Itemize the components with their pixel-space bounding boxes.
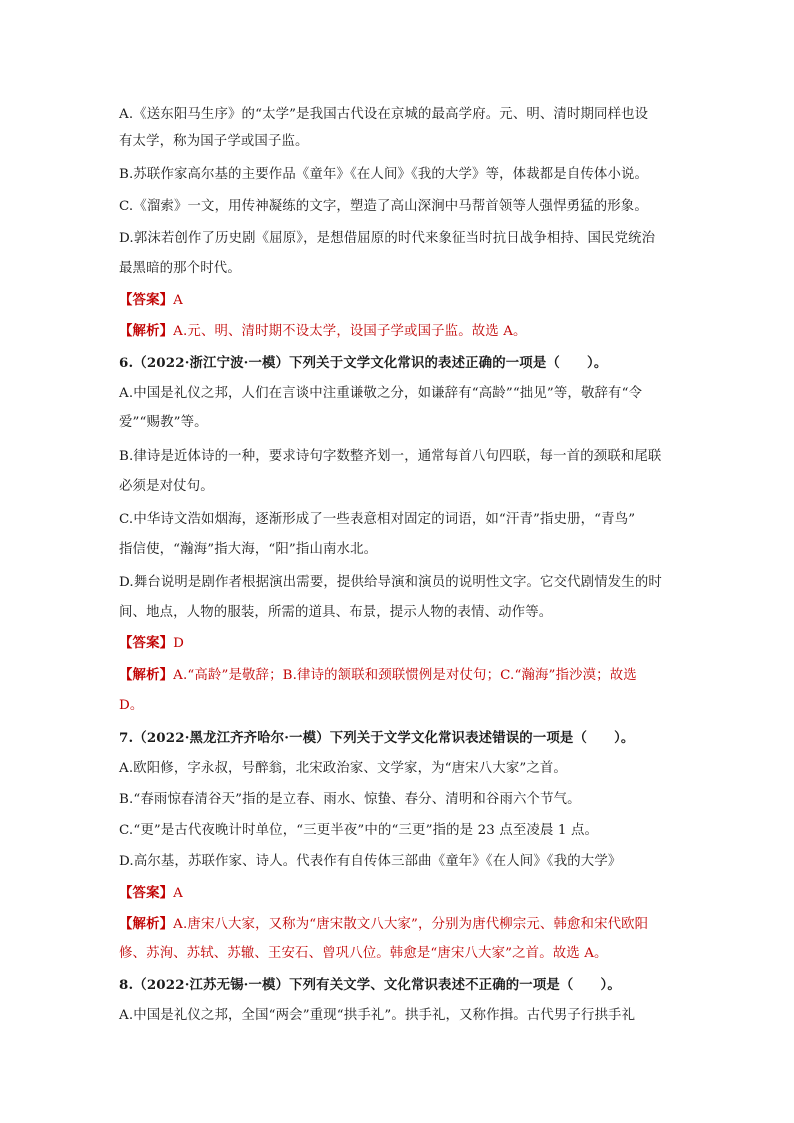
- option-b: B.苏联作家高尔基的主要作品《童年》《在人间》《我的大学》等，体裁都是自传体小说。: [119, 167, 649, 182]
- analysis-text: A.元、明、清时期不设太学，设国子学或国子监。故选 A。: [173, 324, 527, 339]
- question-7-stem: 7.（2022·黑龙江齐齐哈尔·一模）下列关于文学文化常识表述错误的一项是（ ）。: [119, 730, 635, 746]
- q6-option-a-line-1: A.中国是礼仪之邦，人们在言谈中注重谦敬之分，如谦辞有“高龄”“拙见”等，敬辞有“令: [119, 386, 643, 401]
- analysis-line: [119, 322, 679, 341]
- q6-answer-value: D: [173, 636, 185, 651]
- q6-option-c-line-1: C.中华诗文浩如烟海，逐渐形成了一些表意相对固定的词语，如“汗青”指史册，“青鸟”: [119, 512, 636, 527]
- analysis-tag: 【解析】: [119, 323, 174, 339]
- q6-option-c-line-2: 指信使，“瀚海”指大海，“阳”指山南水北。: [119, 542, 378, 557]
- q6-option-d-line-1: D.舞台说明是剧作者根据演出需要，提供给导演和演员的说明性文字。它交代剧情发生的时: [119, 575, 662, 590]
- q6-answer-line: [119, 634, 679, 653]
- q7-analysis-text: A.唐宋八大家，又称为“唐宋散文八大家”，分别为唐代柳宗元、韩愈和宋代欧阳: [173, 917, 649, 932]
- option-d-line-2: 最黑暗的那个时代。: [119, 261, 241, 276]
- option-c: C.《溜索》一文，用传神凝练的文字，塑造了高山深涧中马帮首领等人强悍勇猛的形象。: [119, 199, 648, 214]
- q7-answer-line: [119, 884, 679, 903]
- q6-option-b-line-1: B.律诗是近体诗的一种，要求诗句字数整齐划一，通常每首八句四联，每一首的颈联和尾联: [119, 449, 662, 464]
- q7-option-d: D.高尔基，苏联作家、诗人。代表作有自传体三部曲《童年》《在人间》《我的大学》: [119, 854, 622, 869]
- option-d-line-1: D.郭沫若创作了历史剧《屈原》，是想借屈原的时代来象征当时抗日战争相持、国民党统治: [119, 231, 656, 246]
- q7-analysis-line-2: 修、苏洵、苏轼、苏辙、王安石、曾巩八位。韩愈是“唐宋八大家”之首。故选 A。: [119, 946, 608, 961]
- q7-answer-tag: 【答案】: [119, 885, 174, 901]
- q8-option-a-line-1: A.中国是礼仪之邦，全国“两会”重现“拱手礼”。拱手礼，又称作揖。古代男子行拱手礼: [119, 1008, 636, 1023]
- q7-option-a: A.欧阳修，字永叔，号醉翁，北宋政治家、文学家，为“唐宋八大家”之首。: [119, 761, 567, 776]
- q7-option-c: C.“更”是古代夜晚计时单位，“三更半夜”中的“三更”指的是 23 点至凌晨 1 点。: [119, 823, 599, 838]
- q6-option-d-line-2: 间、地点，人物的服装，所需的道具、布景，提示人物的表情、动作等。: [119, 605, 553, 620]
- q6-option-a-line-2: 爱”“赐教”等。: [119, 415, 208, 430]
- q7-answer-value: A: [173, 886, 183, 901]
- q6-analysis-line-2: D。: [119, 698, 144, 713]
- q7-option-b: B.“春雨惊春清谷天”指的是立春、雨水、惊蛰、春分、清明和谷雨六个节气。: [119, 792, 581, 807]
- q7-analysis-tag: 【解析】: [119, 916, 174, 932]
- answer-tag: 【答案】: [119, 292, 174, 308]
- answer-value: A: [173, 293, 183, 308]
- option-a-line-1: A.《送东阳马生序》的“太学”是我国古代设在京城的最高学府。元、明、清时期同样也设: [119, 107, 649, 122]
- q6-analysis-text: A.“高龄”是敬辞；B.律诗的颔联和颈联惯例是对仗句；C.“瀚海”指沙漠；故选: [173, 668, 637, 683]
- q6-option-b-line-2: 必须是对仗句。: [119, 479, 214, 494]
- option-a-line-2: 有太学，称为国子学或国子监。: [119, 134, 309, 149]
- question-6-stem: 6.（2022·浙江宁波·一模）下列关于文学文化常识的表述正确的一项是（ ）。: [119, 355, 608, 371]
- q7-analysis-line-1: [119, 915, 679, 934]
- question-8-stem: 8.（2022·江苏无锡·一模）下列有关文学、文化常识表述不正确的一项是（ ）。: [119, 977, 621, 993]
- q6-analysis-tag: 【解析】: [119, 667, 174, 683]
- q6-answer-tag: 【答案】: [119, 635, 174, 651]
- answer-line: [119, 291, 679, 310]
- q6-analysis-line-1: [119, 666, 679, 685]
